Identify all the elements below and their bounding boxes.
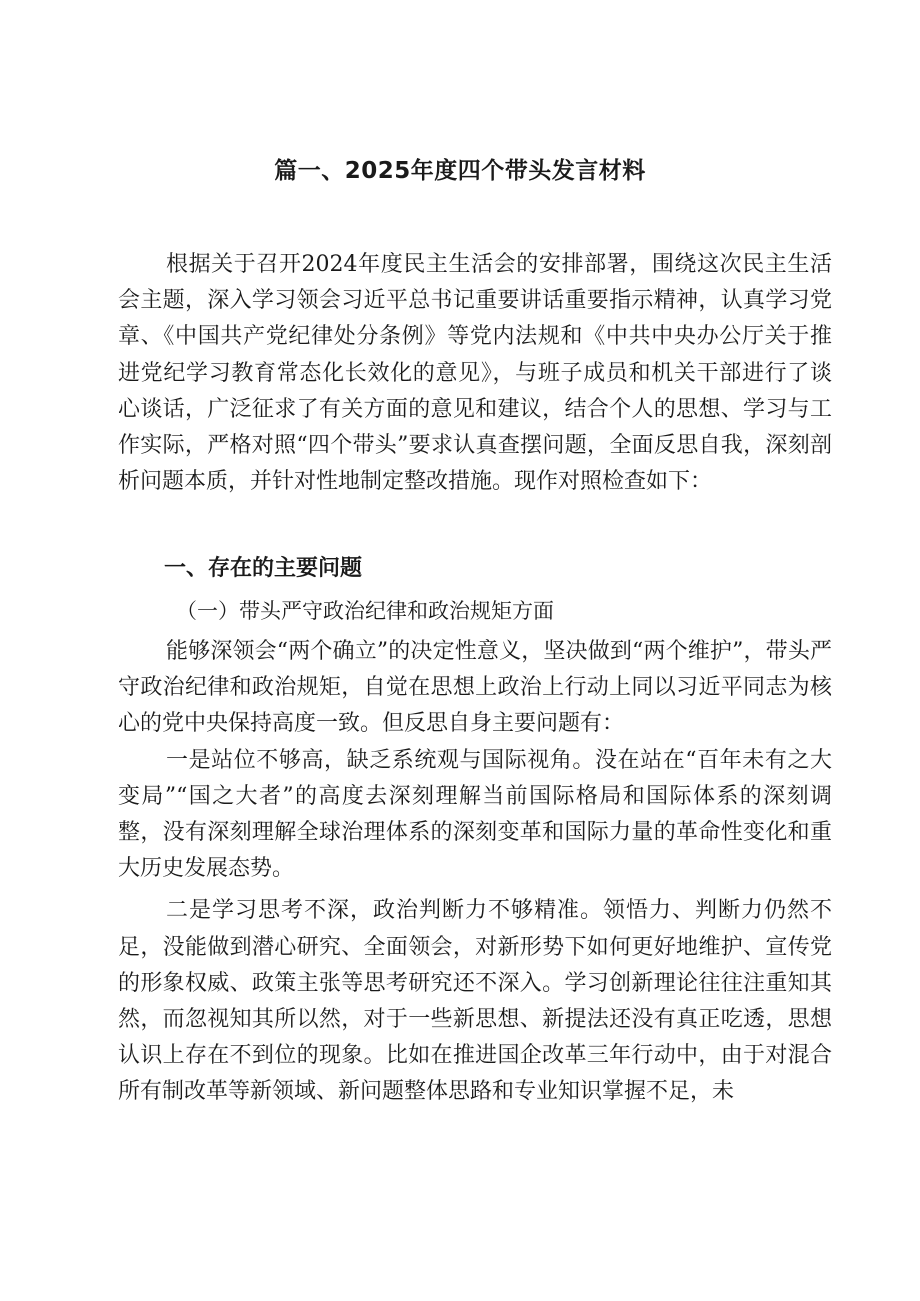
intro-block	[118, 247, 832, 500]
body-paragraph: 能够深领会“两个确立”的决定性意义，坚决做到“两个维护”，带头严守政治纪律和政治规矩，自觉在思想上政治上行动上同以习近平同志为核心的党中央保持高度一致。但反思自身主要问题有：	[118, 639, 832, 737]
document-title: 篇一、2025年度四个带头发言材料	[274, 158, 646, 184]
body-paragraph: 一是站位不够高，缺乏系统观与国际视角。没在站在“百年未有之大变局”“国之大者”的高度去深刻理解当前国际格局和国际体系的深刻调整，没有深刻理解全球治理体系的深刻变革和国际力量的革命性变化和重大历史发展态势。	[118, 747, 832, 882]
body-paragraph: 二是学习思考不深，政治判断力不够精准。领悟力、判断力仍然不足，没能做到潜心研究、全面领会，对新形势下如何更好地维护、宣传党的形象权威、政策主张等思考研究还不深入。学习创新理论往往注重知其然，而忽视知其所以然，对于一些新思想、新提法还没有真正吃透，思想认识上存在不到位的现象。比如在推进国企改革三年行动中，由于对混合所有制改革等新领域、新问题整体思路和专业知识掌握不足，未	[118, 898, 832, 1105]
subsection-heading: （一）带头严守政治纪律和政治规矩方面	[176, 599, 554, 623]
section-body	[118, 634, 832, 1111]
section-heading: 一、存在的主要问题	[164, 556, 363, 581]
intro-paragraph: 根据关于召开2024年度民主生活会的安排部署，围绕这次民主生活会主题，深入学习领会习近平总书记重要讲话重要指示精神，认真学习党章、《中国共产党纪律处分条例》等党内法规和《中共中央办公厅关于推进党纪学习教育常态化长效化的意见》，与班子成员和机关干部进行了谈心谈话，广泛征求了有关方面的意见和建议，结合个人的思想、学习与工作实际，严格对照“四个带头”要求认真查摆问题，全面反思自我，深刻剖析问题本质，并针对性地制定整改措施。现作对照检查如下：	[118, 252, 832, 495]
